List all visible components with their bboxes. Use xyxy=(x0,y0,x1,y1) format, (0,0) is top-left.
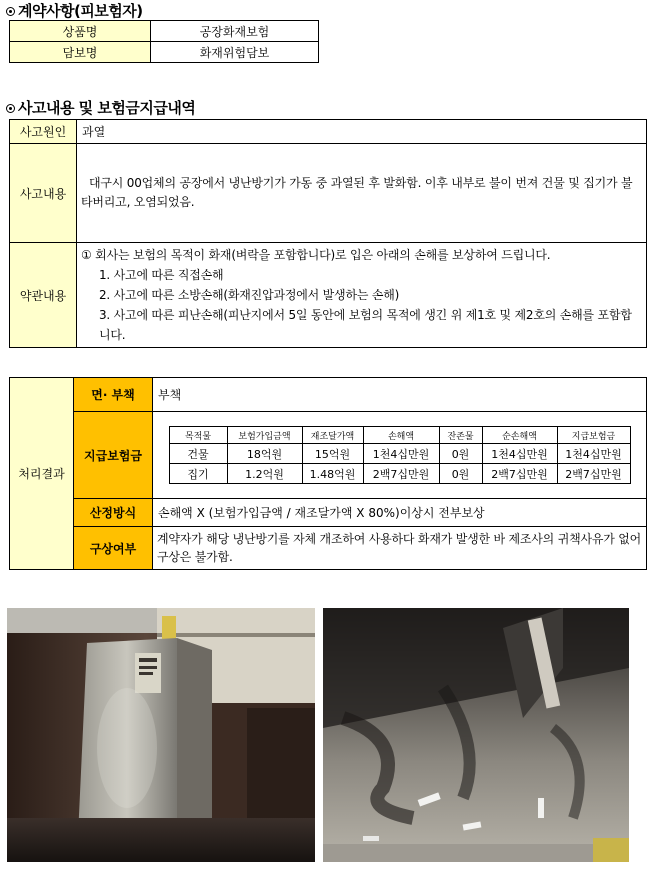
result-label: 처리결과 xyxy=(10,378,74,570)
contract-section-title xyxy=(6,0,143,21)
payment-table xyxy=(169,426,631,484)
product-value: 공장화재보험 xyxy=(151,21,319,42)
method-label: 산정방식 xyxy=(74,499,153,527)
column-header: 지급보험금 xyxy=(557,427,630,444)
table-cell: 0원 xyxy=(439,444,482,464)
table-row xyxy=(10,120,647,144)
table-row xyxy=(169,464,630,484)
list-item: 1. 사고에 따른 직접손해 xyxy=(99,268,224,282)
subrogation-label: 구상여부 xyxy=(74,527,153,570)
table-cell: 2백7십만원 xyxy=(482,464,557,484)
method-value: 손해액 X (보험가입금액 / 재조달가액 X 80%)이상시 전부보상 xyxy=(153,499,647,527)
table-row xyxy=(10,21,319,42)
liability-label: 면· 부책 xyxy=(74,378,153,412)
column-header: 순손해액 xyxy=(482,427,557,444)
column-header: 보험가입금액 xyxy=(227,427,302,444)
contract-section-title-text: 계약사항(피보험자) xyxy=(18,2,143,20)
table-cell: 1천4십만원 xyxy=(482,444,557,464)
table-row xyxy=(10,378,647,412)
table-row xyxy=(10,243,647,348)
table-cell: 18억원 xyxy=(227,444,302,464)
table-row xyxy=(169,444,630,464)
photo-burned-ceiling xyxy=(323,608,629,862)
content-text: 대구시 00업체의 공장에서 냉난방기가 가동 중 과열된 후 발화함. 이후 내부로 불이 번져 건물 및 집기가 불타버리고, 오염되었음. xyxy=(77,144,647,243)
cause-label: 사고원인 xyxy=(10,120,77,144)
coverage-label: 담보명 xyxy=(10,42,151,63)
photo-burned-aircon xyxy=(7,608,315,862)
coverage-value: 화재위험담보 xyxy=(151,42,319,63)
column-header: 목적물 xyxy=(169,427,227,444)
table-cell: 1.2억원 xyxy=(227,464,302,484)
table-cell: 2백7십만원 xyxy=(557,464,630,484)
bullet-icon xyxy=(6,104,15,113)
table-cell: 0원 xyxy=(439,464,482,484)
cause-value: 과열 xyxy=(77,120,647,144)
table-cell: 집기 xyxy=(169,464,227,484)
table-cell: 1천4십만원 xyxy=(557,444,630,464)
accident-section-title xyxy=(6,97,195,118)
payment-cell xyxy=(153,412,647,499)
table-cell: 1.48억원 xyxy=(302,464,363,484)
accident-section-title-text: 사고내용 및 보험금지급내역 xyxy=(18,99,196,117)
list-item: 3. 사고에 따른 피난손해(피난지에서 5일 동안에 보험의 목적에 생긴 위 제1호 및 제2호의 손해를 포함합니다. xyxy=(99,308,632,342)
product-label: 상품명 xyxy=(10,21,151,42)
table-cell: 건물 xyxy=(169,444,227,464)
table-cell: 1천4십만원 xyxy=(363,444,439,464)
terms-list xyxy=(81,265,642,345)
terms-content xyxy=(77,243,647,348)
table-row xyxy=(10,499,647,527)
table-cell: 15억원 xyxy=(302,444,363,464)
column-header: 재조달가액 xyxy=(302,427,363,444)
table-row xyxy=(10,144,647,243)
column-header: 손해액 xyxy=(363,427,439,444)
table-cell: 2백7십만원 xyxy=(363,464,439,484)
payment-label: 지급보험금 xyxy=(74,412,153,499)
terms-intro: ① 회사는 보험의 목적이 화재(벼락을 포함합니다)로 입은 아래의 손해를 보상하여 드립니다. xyxy=(81,248,551,262)
table-row xyxy=(10,412,647,499)
table-row xyxy=(10,527,647,570)
burned-ceiling-image xyxy=(323,608,629,862)
accident-table xyxy=(9,119,647,348)
payment-header-row xyxy=(169,427,630,444)
subrogation-value: 계약자가 해당 냉난방기를 자체 개조하여 사용하다 화재가 발생한 바 제조사의 귀책사유가 없어 구상은 불가함. xyxy=(153,527,647,570)
table-row xyxy=(10,42,319,63)
burned-aircon-image xyxy=(7,608,315,862)
column-header: 잔존물 xyxy=(439,427,482,444)
content-label: 사고내용 xyxy=(10,144,77,243)
bullet-icon xyxy=(6,7,15,16)
liability-value: 부책 xyxy=(153,378,647,412)
terms-label: 약관내용 xyxy=(10,243,77,348)
result-table xyxy=(9,377,647,570)
list-item: 2. 사고에 따른 소방손해(화재진압과정에서 발생하는 손해) xyxy=(99,288,400,302)
contract-table xyxy=(9,20,319,63)
